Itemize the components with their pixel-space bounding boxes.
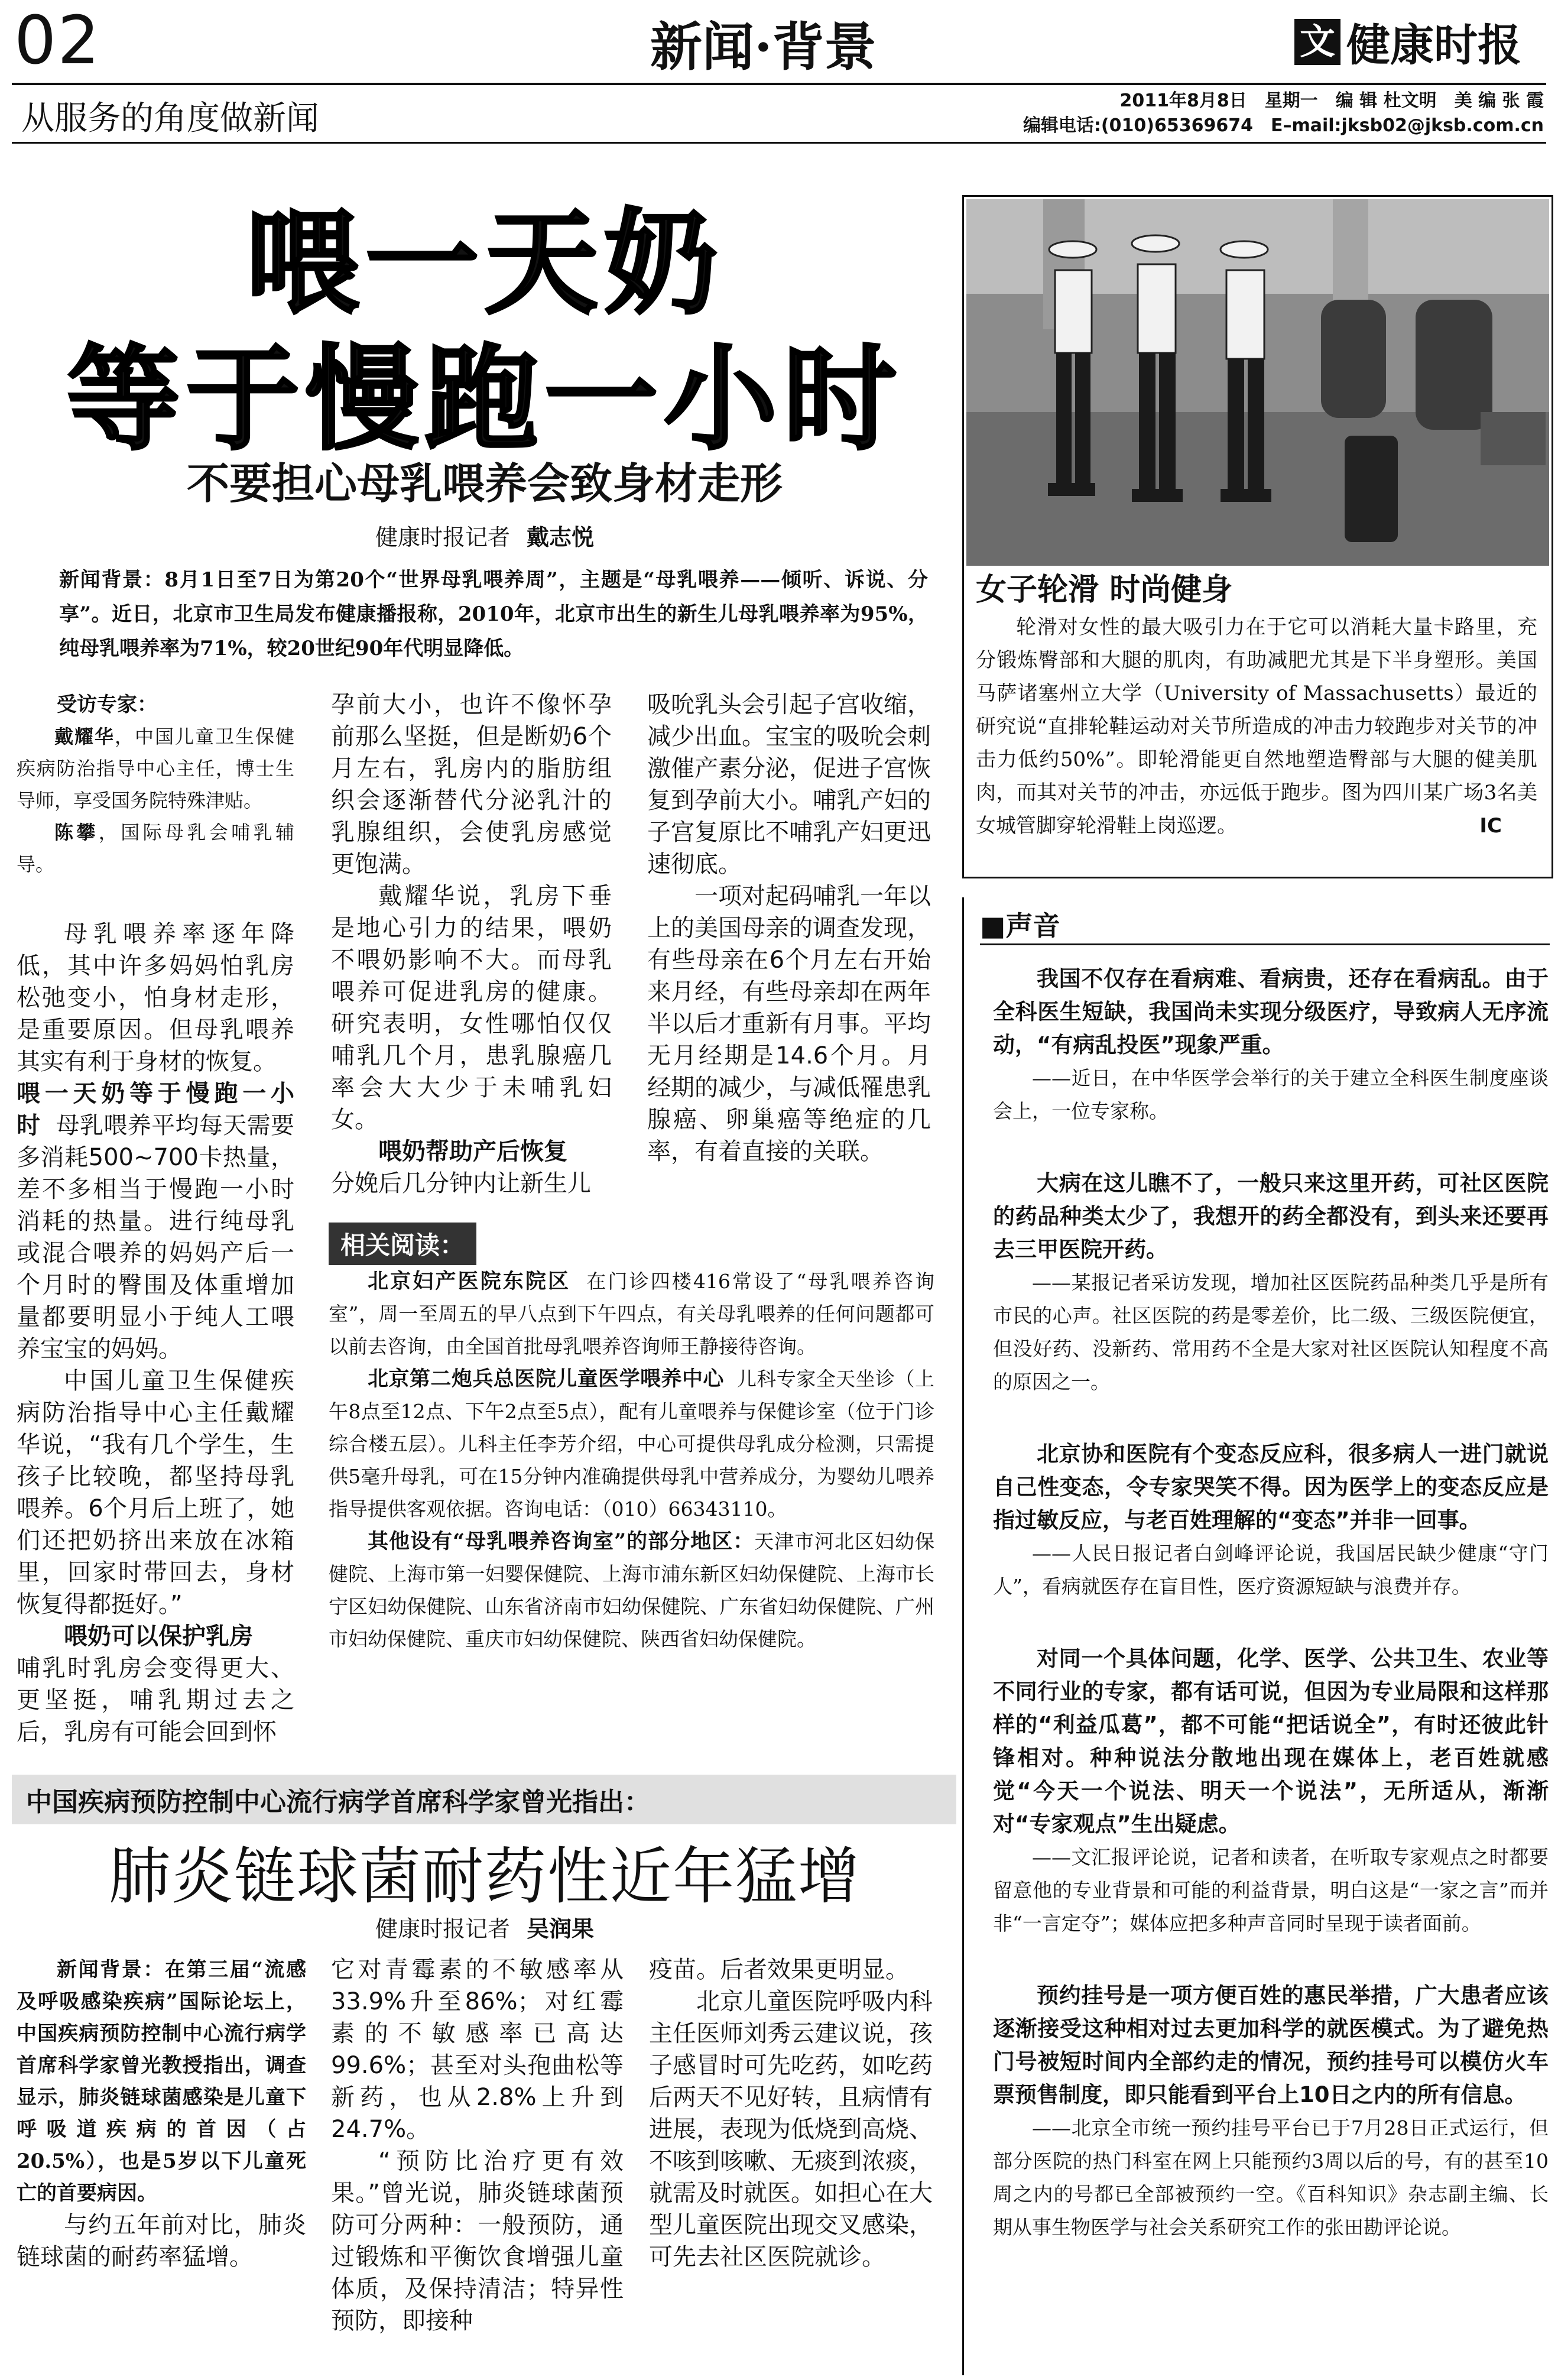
lead-tag: 新闻背景： <box>59 568 165 592</box>
voice-quote: 对同一个具体问题，化学、医学、公共卫生、农业等不同行业的专家，都有话可说，但因为专业局限和这样那样的“利益瓜葛”，都不可能“把话说全”，有时还彼此针锋相对。种种说法分散地出现在媒体上，老百姓就感觉“今天一个说法、明天一个说法”，无所适从，渐渐对“专家观点”生出疑虑。 <box>993 1646 1549 1837</box>
voice-source: ——近日，在中华医学会举行的关于建立全科医生制度座谈会上，一位专家称。 <box>993 1066 1549 1123</box>
voice-item <box>993 1167 1549 1399</box>
paragraph: “预防比治疗更有效果。”曾光说，肺炎链球菌预防可分两种：一般预防，通过锻炼和平衡饮食增强儿童体质，及保持清洁；特异性预防，即接种 <box>331 2148 624 2334</box>
paragraph: 哺乳时乳房会变得更大、更坚挺，哺乳期过去之后，乳房有可能会回到怀 <box>17 1655 294 1746</box>
paragraph: 母乳喂养率逐年降低，其中许多妈妈怕乳房松弛变小，怕身材走形，是重要原因。但母乳喂养其实有利于身材的恢复。 <box>17 920 294 1075</box>
experts-label: 受访专家： <box>57 693 157 716</box>
lead-text: 在第三届“流感及呼吸感染疾病”国际论坛上，中国疾病预防控制中心流行病学首席科学家曾光教授指出，调查显示，肺炎链球菌感染是儿童下呼吸道疾病的首因（占20.5%），也是5岁以下儿童死亡的首要病因。 <box>17 1958 307 2205</box>
voice-item <box>993 1979 1549 2244</box>
issue-date-editors: 2011年8月8日 星期一 编 辑 杜文明 美 编 张 霞 <box>1119 90 1544 111</box>
paragraph: 分娩后几分钟内让新生儿 <box>331 1170 591 1197</box>
related-reading-label: 相关阅读： <box>329 1223 476 1265</box>
voice-list <box>993 962 1549 2244</box>
logo-mark-icon: 文 <box>1294 19 1340 65</box>
photo-credit: IC <box>1479 814 1502 838</box>
paragraph: 吸吮乳头会引起子宫收缩，减少出血。宝宝的吸吮会刺激催产素分泌，促进子宫恢复到孕前大小。哺乳产妇的子宫复原比不哺乳产妇更迅速彻底。 <box>647 691 931 878</box>
related-hospital-2: 北京第二炮兵总医院儿童医学喂养中心 <box>368 1367 724 1391</box>
slogan: 从服务的角度做新闻 <box>21 99 319 138</box>
lead-text: 8月1日至7日为第20个“世界母乳喂养周”，主题是“母乳喂养——倾听、诉说、分享”。近日，北京市卫生局发布健康播报称，2010年，北京市出生的新生儿母乳喂养率为95%，纯母乳喂养率为71%，较20世纪90年代明显降低。 <box>59 568 928 660</box>
paragraph: 母乳喂养平均每天需要多消耗500~700卡热量，差不多相当于慢跑一小时消耗的热量。进行纯母乳或混合喂养的妈妈产后一个月时的臀围及体重增加量都要明显小于纯人工喂养宝宝的妈妈。 <box>17 1112 295 1363</box>
headline-line-1: 喂一天奶 <box>246 198 723 330</box>
paragraph: 戴耀华说，乳房下垂是地心引力的结果，喂奶不喂奶影响不大。而母乳喂养可促进乳房的健康。研究表明，女性哪怕仅仅哺乳几个月，患乳腺癌几率会大大少于未哺乳妇女。 <box>331 883 612 1133</box>
photo-caption-text: 轮滑对女性的最大吸引力在于它可以消耗大量卡路里，充分锻炼臀部和大腿的肌肉，有助减肥尤其是下半身塑形。美国马萨诸塞州立大学（University of Massachusetts）最近的研究说“直排轮鞋运动对关节所造成的冲击力较跑步对关节的冲击力低约50%”。即轮滑能更自然地塑造臀部与大腿的健美肌肉，而其对关节的冲击，亦远低于跑步。图为四川某广场3名美女城管脚穿轮滑鞋上岗巡逻。 <box>976 615 1537 838</box>
rollerblading-photo <box>966 199 1549 566</box>
article1-column-3 <box>647 689 931 1168</box>
voice-quote: 我国不仅存在看病难、看病贵，还存在看病乱。由于全科医生短缺，我国尚未实现分级医疗，导致病人无序流动，“有病乱投医”现象严重。 <box>993 966 1549 1058</box>
photo-caption <box>976 611 1537 842</box>
paragraph: 疫苗。后者效果更明显。 <box>649 1956 909 1983</box>
expert-1-name: 戴耀华 <box>54 725 115 748</box>
voice-column-rule <box>962 897 964 2375</box>
voice-heading: ■声音 <box>980 910 1060 942</box>
paragraph: 与约五年前对比，肺炎链球菌的耐药率猛增。 <box>17 2212 306 2271</box>
voice-item <box>993 1438 1549 1603</box>
paragraph: 一项对起码哺乳一年以上的美国母亲的调查发现，有些母亲在6个月左右开始来月经，有些母亲却在两年半以后才重新有月事。平均无月经期是14.6个月。月经期的减少，与减低罹患乳腺癌、卵巢癌等绝症的几率，有着直接的关联。 <box>647 883 931 1165</box>
paragraph: 北京儿童医院呼吸内科主任医师刘秀云建议说，孩子感冒时可先吃药，如吃药后两天不见好转，且病情有进展，表现为低烧到高烧、不咳到咳嗽、无痰到浓痰，就需及时就医。如担心在大型儿童医院出现交叉感染，可先去社区医院就诊。 <box>649 1988 933 2271</box>
paragraph: 中国儿童卫生保健疾病防治指导中心主任戴耀华说，“我有几个学生，生孩子比较晚，都坚持母乳喂养。6个月后上班了，她们还把奶挤出来放在冰箱里，回家时带回去，身材恢复得都挺好。” <box>17 1367 294 1618</box>
voice-source: ——某报记者采访发现，增加社区医院药品种类几乎是所有市民的心声。社区医院的药是零差价，比二级、三级医院便宜，但没好药、没新药、常用药不全是大家对社区医院认知程度不高的原因之一。 <box>993 1271 1549 1393</box>
lead-tag: 新闻背景： <box>57 1958 165 1982</box>
voice-quote: 大病在这儿瞧不了，一般只来这里开药，可社区医院的药品种类太少了，我想开的药全都没有，到头来还要再去三甲医院开药。 <box>993 1170 1549 1262</box>
voice-heading-rule <box>980 943 1550 945</box>
issue-meta <box>1023 89 1544 138</box>
header-rule <box>12 83 1546 85</box>
photo-feature <box>962 195 1553 878</box>
photo-caption-title: 女子轮滑 时尚健身 <box>976 572 1233 608</box>
article1-lead <box>59 563 928 666</box>
byline-label: 健康时报记者 <box>375 524 510 550</box>
expert-2-desc: ，国际母乳会哺乳辅导。 <box>17 821 294 876</box>
related-reading <box>329 1265 934 1655</box>
editor-contact: 编辑电话:(010)65369674 E–mail:jksb02@jksb.com.cn <box>1023 115 1544 136</box>
article2-column-2 <box>331 1954 624 2337</box>
article2-column-1 <box>17 1954 306 2273</box>
expert-1-desc: ，中国儿童卫生保健疾病防治指导中心主任，博士生导师，享受国务院特殊津贴。 <box>17 725 294 812</box>
article1-column-2 <box>331 689 612 1199</box>
byline-author: 戴志悦 <box>527 524 595 550</box>
related-other-regions: 其他设有“母乳喂养咨询室”的部分地区： <box>368 1529 755 1554</box>
byline-author: 吴润果 <box>527 1916 595 1942</box>
article2-kicker: 中国疾病预防控制中心流行病学首席科学家曾光指出： <box>12 1775 956 1824</box>
expert-2-name: 陈攀 <box>54 821 99 844</box>
page-number: 02 <box>14 2 101 79</box>
voice-quote: 北京协和医院有个变态反应科，很多病人一进门就说自己性变态，令专家哭笑不得。因为医学上的变态反应是指过敏反应，与老百姓理解的“变态”并非一回事。 <box>993 1441 1549 1533</box>
headline <box>12 196 957 469</box>
voice-source: ——北京全市统一预约挂号平台已于7月28日正式运行，但部分医院的热门科室在网上只能预约3周以后的号，有的甚至10周之内的号都已全部被预约一空。《百科知识》杂志副主编、长期从事生物医学与社会关系研究工作的张田勘评论说。 <box>993 2116 1549 2239</box>
headline-line-2: 等于慢跑一小时 <box>67 334 903 466</box>
voice-source: ——人民日报记者白剑峰评论说，我国居民缺少健康“守门人”，看病就医存在盲目性，医疗资源短缺与浪费并存。 <box>993 1542 1549 1598</box>
paragraph: 它对青霉素的不敏感率从33.9%升至86%；对红霉素的不敏感率已高达99.6%；甚至对头孢曲松等新药，也从2.8%上升到24.7%。 <box>331 1956 624 2143</box>
article2-headline: 肺炎链球菌耐药性近年猛增 <box>108 1840 861 1912</box>
logo-text: 健康时报 <box>1346 20 1521 71</box>
subheadline: 不要担心母乳喂养会致身材走形 <box>186 458 783 508</box>
article2-column-3 <box>649 1954 933 2273</box>
subhead-postpartum-recovery: 喂奶帮助产后恢复 <box>378 1138 567 1165</box>
photo-illustration <box>966 199 1549 566</box>
article1-column-1 <box>17 689 294 1748</box>
masthead-logo <box>1294 11 1521 73</box>
voice-item <box>993 1642 1549 1940</box>
header-rule-bottom <box>12 142 1546 144</box>
subhead-protect-breast: 喂奶可以保护乳房 <box>64 1623 253 1650</box>
byline <box>12 519 957 552</box>
voice-quote: 预约挂号是一项方便百姓的惠民举措，广大患者应该逐渐接受这种相对过去更加科学的就医模式。为了避免热门号被短时间内全部约走的情况，预约挂号可以模仿火车票预售制度，即只能看到平台上10日之内的所有信息。 <box>993 1983 1549 2107</box>
related-text: 在门诊四楼416常设了“母乳喂养咨询室”，周一至周五的早八点到下午四点，有关母乳喂养的任何问题都可以前去咨询，由全国首批母乳喂养咨询师王静接待咨询。 <box>329 1270 934 1358</box>
related-text: 儿科专家全天坐诊（上午8点至12点、下午2点至5点），配有儿童喂养与保健诊室（位于门诊综合楼五层）。儿科主任李芳介绍，中心可提供母乳成分检测，只需提供5毫升母乳，可在15分钟内准确提供母乳中营养成分，为婴幼儿喂养指导提供客观依据。咨询电话：（010）66343110。 <box>329 1367 935 1520</box>
byline-label: 健康时报记者 <box>375 1916 510 1942</box>
voice-source: ——文汇报评论说，记者和读者，在听取专家观点之时都要留意他的专业背景和可能的利益背景，明白这是“一家之言”而并非“一言定夺”；媒体应把多种声音同时呈现于读者面前。 <box>993 1846 1549 1935</box>
voice-item <box>993 962 1549 1128</box>
related-hospital-1: 北京妇产医院东院区 <box>368 1269 571 1293</box>
paragraph: 孕前大小，也许不像怀孕前那么坚挺，但是断奶6个月左右，乳房内的脂肪组织会逐渐替代分泌乳汁的乳腺组织，会使乳房感觉更饱满。 <box>331 691 612 878</box>
section-title: 新闻·背景 <box>650 16 877 77</box>
related-text: 天津市河北区妇幼保健院、上海市第一妇婴保健院、上海市浦东新区妇幼保健院、上海市长宁区妇幼保健院、山东省济南市妇幼保健院、广东省妇幼保健院、广州市妇幼保健院、重庆市妇幼保健院、陕西省妇幼保健院。 <box>329 1530 935 1651</box>
subhead-breastfeeding-jogging: 喂一天奶等于慢跑一小时 <box>17 1080 294 1139</box>
article2-byline <box>12 1911 957 1943</box>
